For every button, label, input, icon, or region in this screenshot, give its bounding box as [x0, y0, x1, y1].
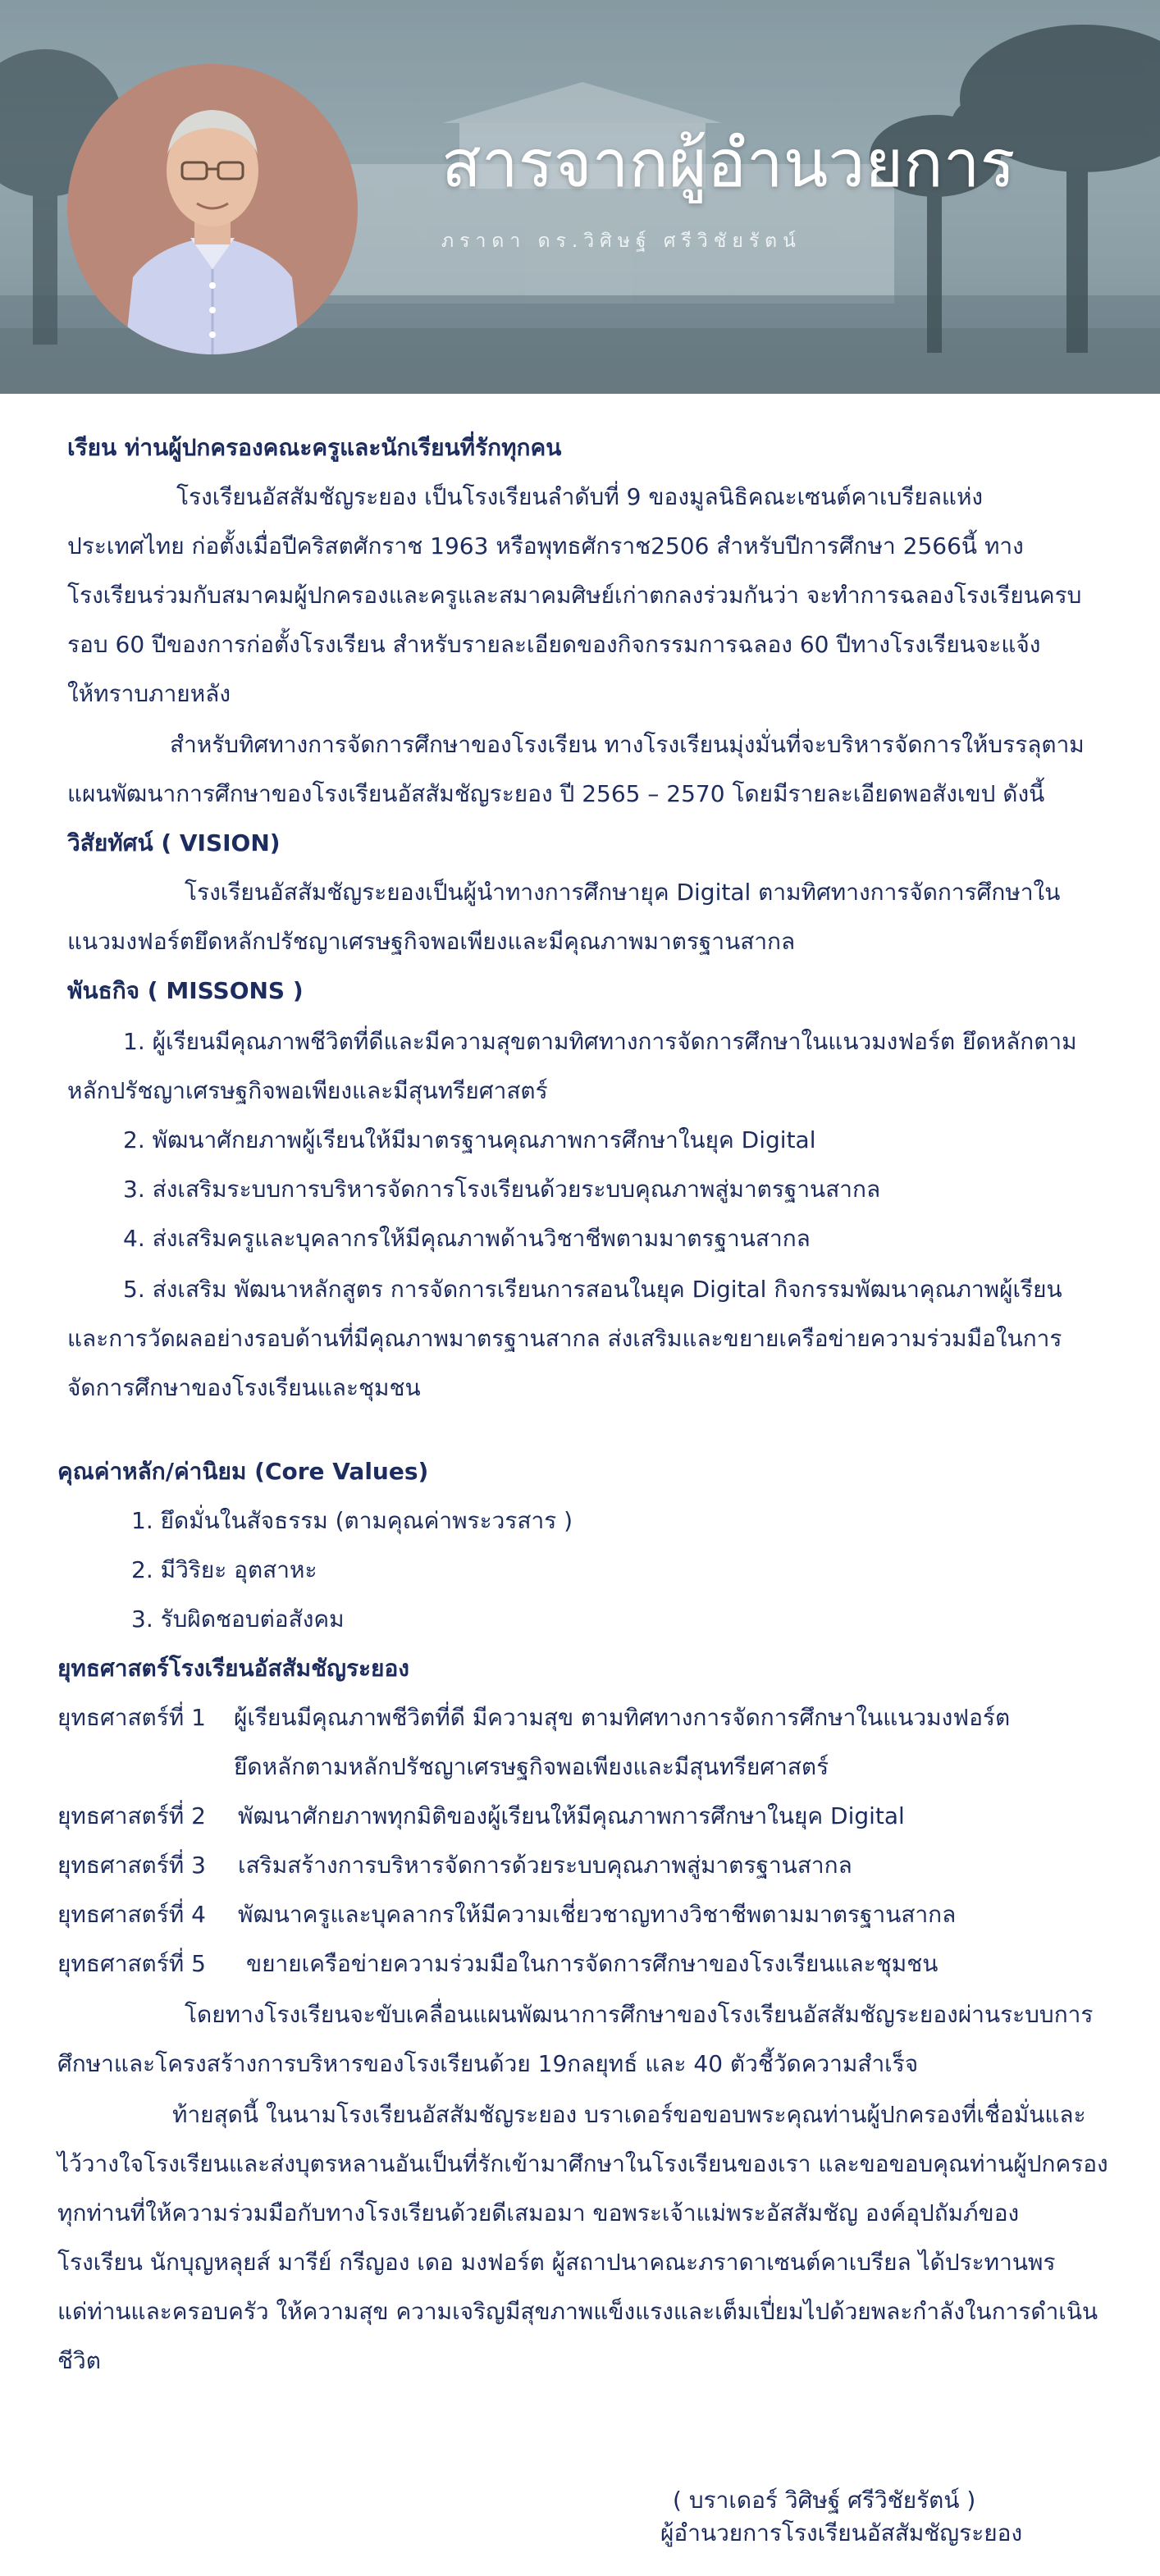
- letter-body: [0, 394, 1160, 2576]
- closing-line: โดยทางโรงเรียนจะขับเคลื่อนแผนพัฒนาการศึกษาของโรงเรียนอัสสัมชัญระยองผ่านระบบการ: [185, 2001, 1094, 2028]
- vision-heading: วิสัยทัศน์ ( VISION): [67, 829, 281, 856]
- paragraph-line: สำหรับทิศทางการจัดการศึกษาของโรงเรียน ทางโรงเรียนมุ่งมั่นที่จะบริหารจัดการให้บรรลุตาม: [170, 731, 1085, 758]
- paragraph-line: แผนพัฒนาการศึกษาของโรงเรียนอัสสัมชัญระยอง ปี 2565 – 2570 โดยมีรายละเอียดพอสังเขป ดังนี้: [67, 780, 1045, 807]
- strategy-text: พัฒนาครูและบุคลากรให้มีความเชี่ยวชาญทางวิชาชีพตามมาตรฐานสากล: [238, 1901, 957, 1928]
- strategy-text: เสริมสร้างการบริหารจัดการด้วยระบบคุณภาพสู่มาตรฐานสากล: [238, 1852, 852, 1879]
- director-name-subtitle: ภราดา ดร.วิศิษฐ์ ศรีวิชัยรัตน์: [441, 231, 801, 252]
- closing-line: ท้ายสุดนี้ ในนามโรงเรียนอัสสัมชัญระยอง บราเดอร์ขอขอบพระคุณท่านผู้ปกครองที่เชื่อมั่นและ: [172, 2101, 1086, 2128]
- mission-item: 5. ส่งเสริม พัฒนาหลักสูตร การจัดการเรียนการสอนในยุค Digital กิจกรรมพัฒนาคุณภาพผู้เรียน: [123, 1276, 1062, 1303]
- closing-line: ทุกท่านที่ให้ความร่วมมือกับทางโรงเรียนด้วยดีเสมอมา ขอพระเจ้าแม่พระอัสสัมชัญ องค์อุปถัมภ์ของ: [57, 2199, 1020, 2227]
- paragraph-line: โรงเรียนอัสสัมชัญระยอง เป็นโรงเรียนลำดับที่ 9 ของมูลนิธิคณะเซนต์คาเบรียลแห่ง: [176, 483, 984, 510]
- director-portrait: [67, 64, 358, 354]
- signature-name: ( บราเดอร์ วิศิษฐ์ ศรีวิชัยรัตน์ ): [673, 2487, 976, 2514]
- closing-line: ศึกษาและโครงสร้างการบริหารของโรงเรียนด้วย 19กลยุทธ์ และ 40 ตัวชี้วัดความสำเร็จ: [57, 2050, 919, 2077]
- page-title: สารจากผู้อำนวยการ: [441, 126, 1016, 202]
- closing-line: แด่ท่านและครอบครัว ให้ความสุข ความเจริญมีสุขภาพแข็งแรงและเต็มเปี่ยมไปด้วยพละกำลังในการดำเนิน: [57, 2298, 1098, 2325]
- strategy-label: ยุทธศาสตร์ที่ 1: [57, 1704, 206, 1731]
- strategies-heading: ยุทธศาสตร์โรงเรียนอัสสัมชัญระยอง: [57, 1655, 409, 1682]
- core-value-item: 3. รับผิดชอบต่อสังคม: [131, 1605, 345, 1633]
- closing-line: ไว้วางใจโรงเรียนและส่งบุตรหลานอันเป็นที่รักเข้ามาศึกษาในโรงเรียนของเรา และขอขอบคุณท่านผู้ปกครอง: [57, 2150, 1108, 2177]
- mission-item: 1. ผู้เรียนมีคุณภาพชีวิตที่ดีและมีความสุขตามทิศทางการจัดการศึกษาในแนวมงฟอร์ต ยึดหลักตาม: [123, 1028, 1077, 1055]
- paragraph-line: ให้ทราบภายหลัง: [67, 680, 231, 707]
- signature-position: ผู้อำนวยการโรงเรียนอัสสัมชัญระยอง: [660, 2519, 1023, 2546]
- core-value-item: 1. ยึดมั่นในสัจธรรม (ตามคุณค่าพระวรสาร ): [131, 1507, 573, 1534]
- strategy-text: พัฒนาศักยภาพทุกมิติของผู้เรียนให้มีคุณภาพการศึกษาในยุค Digital: [238, 1802, 905, 1829]
- strategy-label: ยุทธศาสตร์ที่ 3: [57, 1852, 206, 1879]
- mission-item-cont: และการวัดผลอย่างรอบด้านที่มีคุณภาพมาตรฐานสากล ส่งเสริมและขยายเครือข่ายความร่วมมือในการ: [67, 1325, 1062, 1352]
- strategy-label: ยุทธศาสตร์ที่ 5: [57, 1950, 206, 1977]
- paragraph-line: ประเทศไทย ก่อตั้งเมื่อปีคริสตศักราช 1963 หรือพุทธศักราช2506 สำหรับปีการศึกษา 2566นี้ ทาง: [67, 532, 1024, 560]
- closing-line: ชีวิต: [57, 2347, 101, 2374]
- strategy-text: ผู้เรียนมีคุณภาพชีวิตที่ดี มีความสุข ตามทิศทางการจัดการศึกษาในแนวมงฟอร์ต: [234, 1704, 1011, 1731]
- mission-item: 2. พัฒนาศักยภาพผู้เรียนให้มีมาตรฐานคุณภาพการศึกษาในยุค Digital: [123, 1126, 816, 1153]
- strategy-text-cont: ยึดหลักตามหลักปรัชญาเศรษฐกิจพอเพียงและมีสุนทรียศาสตร์: [234, 1753, 829, 1780]
- strategy-text: ขยายเครือข่ายความร่วมมือในการจัดการศึกษาของโรงเรียนและชุมชน: [246, 1950, 939, 1977]
- core-value-item: 2. มีวิริยะ อุตสาหะ: [131, 1556, 317, 1583]
- core-values-heading: คุณค่าหลัก/ค่านิยม (Core Values): [57, 1458, 429, 1485]
- paragraph-line: รอบ 60 ปีของการก่อตั้งโรงเรียน สำหรับรายละเอียดของกิจกรรมการฉลอง 60 ปีทางโรงเรียนจะแจ้ง: [67, 631, 1041, 658]
- paragraph-line: โรงเรียนร่วมกับสมาคมผู้ปกครองและครูและสมาคมศิษย์เก่าตกลงร่วมกันว่า จะทำการฉลองโรงเรียนครบ: [67, 582, 1082, 609]
- strategy-label: ยุทธศาสตร์ที่ 2: [57, 1802, 206, 1829]
- mission-item-cont: หลักปรัชญาเศรษฐกิจพอเพียงและมีสุนทรียศาสตร์: [67, 1077, 548, 1104]
- mission-item: 4. ส่งเสริมครูและบุคลากรให้มีคุณภาพด้านวิชาชีพตามมาตรฐานสากล: [123, 1225, 811, 1252]
- mission-item: 3. ส่งเสริมระบบการบริหารจัดการโรงเรียนด้วยระบบคุณภาพสู่มาตรฐานสากล: [123, 1176, 881, 1203]
- vision-line: โรงเรียนอัสสัมชัญระยองเป็นผู้นำทางการศึกษายุค Digital ตามทิศทางการจัดการศึกษาใน: [185, 879, 1061, 906]
- vision-line: แนวมงฟอร์ตยึดหลักปรัชญาเศรษฐกิจพอเพียงและมีคุณภาพมาตรฐานสากล: [67, 928, 796, 955]
- header-banner: [0, 0, 1160, 394]
- closing-line: โรงเรียน นักบุญหลุยส์ มารีย์ กรีญอง เดอ มงฟอร์ต ผู้สถาปนาคณะภราดาเซนต์คาเบรียล ได้ประทานพร: [57, 2249, 1056, 2276]
- missions-heading: พันธกิจ ( MISSONS ): [67, 977, 304, 1004]
- strategy-label: ยุทธศาสตร์ที่ 4: [57, 1901, 206, 1928]
- greeting: เรียน ท่านผู้ปกครองคณะครูและนักเรียนที่รักทุกคน: [67, 434, 562, 461]
- mission-item-cont: จัดการศึกษาของโรงเรียนและชุมชน: [67, 1374, 421, 1401]
